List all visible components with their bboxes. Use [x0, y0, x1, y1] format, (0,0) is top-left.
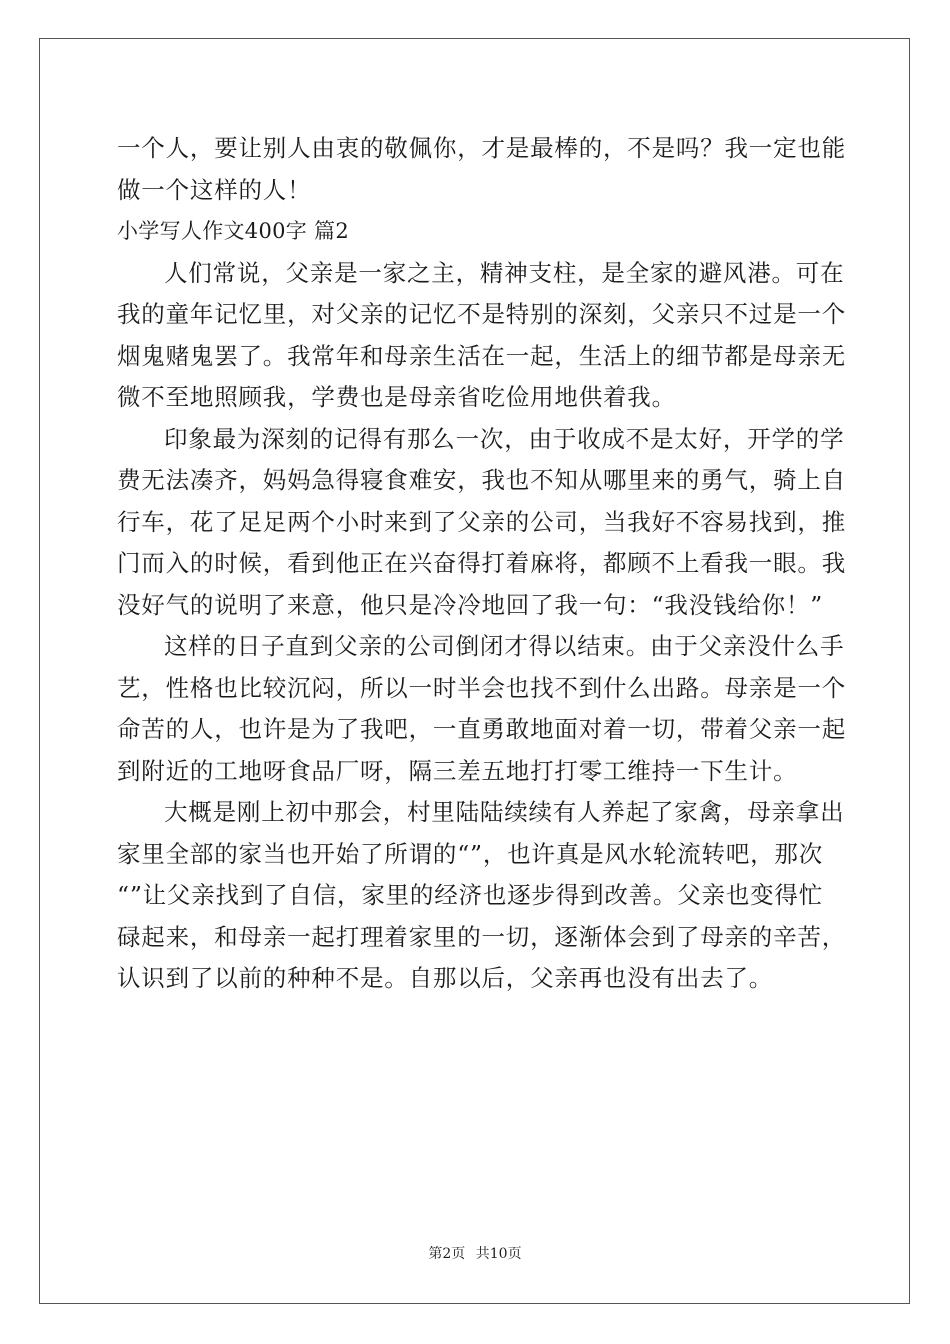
page-footer [0, 1243, 950, 1263]
text-line: 行车，花了足足两个小时来到了父亲的公司，当我好不容易找到，推 [117, 507, 846, 536]
text-line: 微不至地照顾我，学费也是母亲省吃俭用地供着我。 [117, 383, 676, 411]
document-body [117, 128, 846, 1000]
page-total: 共10页 [475, 1246, 522, 1262]
paragraph [117, 253, 846, 419]
text-line: 人们常说，父亲是一家之主，精神支柱，是全家的避风港。可在 [164, 258, 845, 287]
text-line: 门而入的时候，看到他正在兴奋得打着麻将，都顾不上看我一眼。我 [117, 549, 846, 577]
paragraph [117, 792, 846, 1000]
text-line: 做一个这样的人！ [117, 175, 312, 204]
text-line: 大概是刚上初中那会，村里陆陆续续有人养起了家禽，母亲拿出 [164, 798, 845, 826]
text-line: 一个人，要让别人由衷的敬佩你，才是最棒的，不是吗？我一定也能 [117, 134, 846, 162]
text-line: 艺，性格也比较沉闷，所以一时半会也找不到什么出路。母亲是一个 [117, 673, 846, 702]
section-heading: 小学写人作文400字 篇2 [117, 219, 350, 243]
text-line: 碌起来，和母亲一起打理着家里的一切，逐渐体会到了母亲的辛苦， [117, 922, 846, 951]
text-line: 这样的日子直到父亲的公司倒闭才得以结束。由于父亲没什么手 [164, 632, 845, 660]
text-line: 我的童年记忆里，对父亲的记忆不是特别的深刻，父亲只不过是一个 [117, 300, 846, 328]
paragraph [117, 419, 846, 627]
text-line: “”让父亲找到了自信，家里的经济也逐步得到改善。父亲也变得忙 [117, 881, 824, 909]
text-line: 命苦的人，也许是为了我吧，一直勇敢地面对着一切，带着父亲一起 [117, 715, 846, 743]
page-number: 第2页 [428, 1246, 466, 1262]
text-line: 认识到了以前的种种不是。自那以后，父亲再也没有出去了。 [117, 964, 774, 992]
text-line: 烟鬼赌鬼罢了。我常年和母亲生活在一起，生活上的细节都是母亲无 [117, 341, 846, 370]
paragraph [117, 626, 846, 792]
text-line: 到附近的工地呀食品厂呀，隔三差五地打打零工维持一下生计。 [117, 756, 798, 785]
text-line: 费无法凑齐，妈妈急得寝食难安，我也不知从哪里来的勇气，骑上自 [117, 466, 846, 494]
text-line: 没好气的说明了来意，他只是冷冷地回了我一句：“我没钱给你！” [117, 590, 824, 619]
text-line: 家里全部的家当也开始了所谓的“”，也许真是风水轮流转吧，那次 [117, 839, 824, 868]
text-line: 印象最为深刻的记得有那么一次，由于收成不是太好，开学的学 [164, 424, 845, 453]
